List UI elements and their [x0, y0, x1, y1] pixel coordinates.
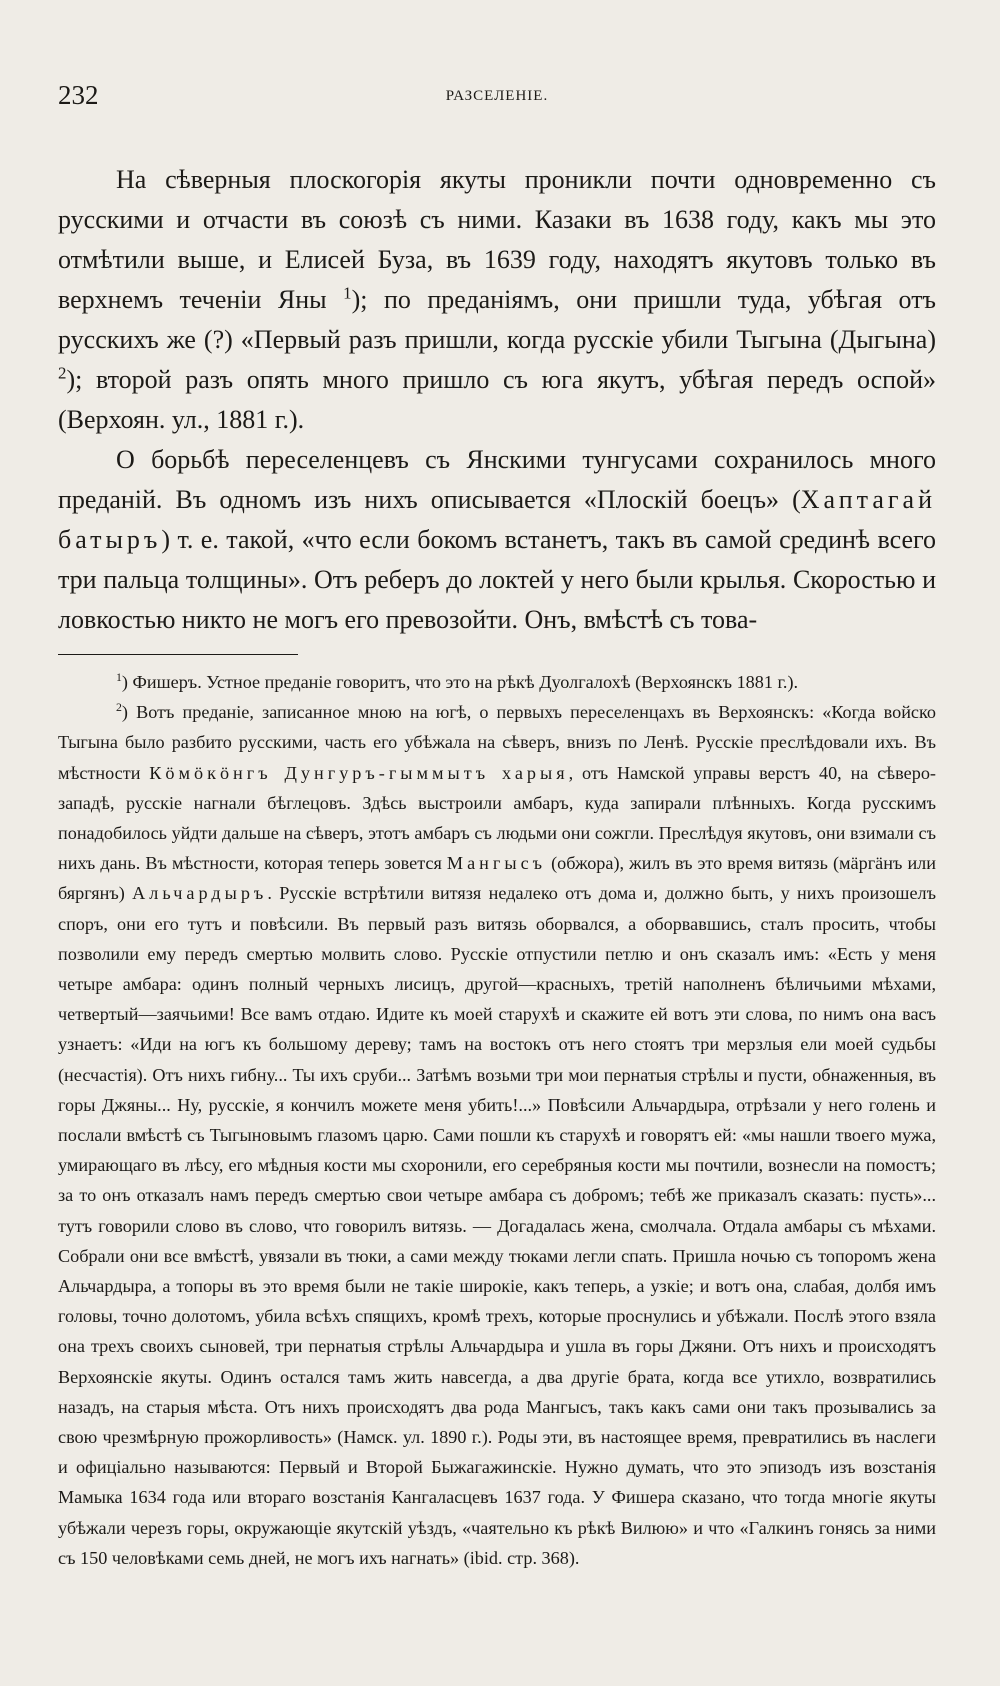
footnotes [58, 667, 936, 1573]
place-name-mangys: Мангысъ [446, 853, 547, 874]
paragraph-1-part-a: На сѣверныя плоскогорія якуты проникли почти одновременно съ русскими и отчасти въ союзѣ съ ними. Казаки въ 1638 году, какъ мы это отмѣтили выше, и Елисей Буза, въ 1639 году, находятъ якутовъ только въ верхнемъ теченіи Яны [58, 165, 936, 314]
page-number: 232 [58, 80, 99, 110]
paragraph-1 [58, 160, 936, 440]
hero-name-spaced: Хаптагай батыръ [58, 485, 936, 554]
footnote-ref-2: 2 [58, 363, 67, 383]
paragraph-2-part-b: ) т. е. такой, «что если бокомъ встанетъ, такъ въ самой срединѣ всего три пальца толщины». Отъ реберъ до локтей у него были крылья. Скоростью и ловкостью никто не могъ его превозойти. Онъ, вмѣстѣ съ това- [58, 525, 936, 634]
running-title: РАЗСЕЛЕНІЕ. [445, 88, 549, 104]
paragraph-1-part-c: ); второй разъ опять много пришло съ юга якутъ, убѣгая передъ оспой» (Верхоян. ул., 1881 г.). [58, 365, 936, 434]
footnote-2 [58, 697, 936, 1573]
running-head [58, 80, 936, 120]
footnote-separator [58, 654, 298, 655]
footnote-ref-1: 1 [343, 283, 352, 303]
footnote-2-marker: 2 [116, 700, 122, 715]
footnote-2-part-a: ) Вотъ преданіе, записанное мною на югѣ, о первыхъ переселенцахъ въ Верхоянскъ: «Когда войско Тыгына было разбито русскими, часть его убѣжала на сѣверъ, внизъ по Ленѣ. Русскіе преслѣдовали ихъ. Въ мѣстности [58, 702, 936, 783]
hero-name-alchardyr: Альчардыръ [132, 883, 268, 904]
footnote-1-text: ) Фишеръ. Устное преданіе говоритъ, что это на рѣкѣ Дуолгалохѣ (Верхоянскъ 1881 г.). [121, 672, 799, 692]
paragraph-2-part-a: О борьбѣ переселенцевъ съ Янскими тунгусами сохранилось много преданій. Въ одномъ изъ нихъ описывается «Плоскій боецъ» ( [58, 445, 936, 514]
footnote-2-part-d: . Русскіе встрѣтили витязя недалеко отъ дома и, должно быть, у нихъ произошелъ споръ, они его тутъ и повѣсили. Въ первый разъ витязь оборвался, а оборвавшись, сталъ просить, чтобы позволили ему передъ смертью молвить слово. Русскіе отпустили петлю и онъ сказалъ имъ: «Есть у меня четыре амбара: одинъ полный черныхъ лисицъ, другой—красныхъ, третій наполненъ бѣличьими мѣхами, четвертый—заячьими! Все вамъ отдаю. Идите къ моей старухѣ и скажите ей вотъ эти слова, по нимъ она васъ узнаетъ: «Иди на югъ къ большому дереву; тамъ на востокъ отъ него стоятъ три мерзлыя ели моей судьбы (несчастія). Отъ нихъ гибну... Ты ихъ сруби... Затѣмъ возьми три мои пернатыя стрѣлы и пусти, обнаженныя, въ горы Джяны... Ну, русскіе, я кончилъ можете меня убить!...» Повѣсили Альчардыра, отрѣзали у него голень и послали вмѣстѣ съ Тыгыновымъ глазомъ царю. Сами пошли къ старухѣ и говорятъ ей: «мы нашли твоего мужа, умирающаго въ лѣсу, его мѣдныя кости мы схоронили, его серебряныя кости мы почтили, вознесли на помостъ; за то онъ отказалъ намъ передъ смертью свои четыре амбара съ добромъ; тебѣ же приказалъ сказать: пусть»... тутъ говорили слово въ слово, что говорилъ витязь. — Догадалась жена, смолчала. Отдала амбары съ мѣхами. Собрали они все вмѣстѣ, увязали въ тюки, а сами между тюками легли спать. Пришла ночью съ топоромъ жена Альчардыра, а топоры въ это время были не такіе широкіе, какъ теперь, а узкіе; и вотъ она, слабая, долбя имъ головы, точно долотомъ, убила всѣхъ спящихъ, кромѣ трехъ, которые проснулись и убѣжали. Послѣ этого взяла она трехъ своихъ сыновей, три пернатыя стрѣлы Альчардыра и ушла въ горы Джяни. Отъ нихъ и происходятъ Верхоянскіе якуты. Одинъ остался тамъ жить навсегда, а два другіе брата, когда все утихло, возвратились назадъ, на старыя мѣста. Отъ нихъ происходятъ два рода Мангысъ, такъ какъ сами они такъ прозывались за свою чрезмѣрную прожорливость» (Намск. ул. 1890 г.). Роды эти, въ настоящее время, превратились въ наслеги и офиціально называются: Первый и Второй Быжагажинскіе. Нужно думать, что это эпизодъ изъ возстанія Мамыка 1634 года или втораго возстанія Кангаласцевъ 1637 года. У Фишера сказано, что тогда многіе якуты убѣжали черезъ горы, окружающіе якутскій уѣздъ, «чаятельно къ рѣкѣ Вилюю» и что «Галкинъ гонясь за ними съ 150 человѣками семь дней, не могъ ихъ нагнать» (ibid. стр. 368). [58, 883, 936, 1568]
place-name-komokong: Кӧмӧкӧнгъ Дунгуръ-гыммытъ харыя [149, 762, 569, 783]
footnote-2-part-c: (обжора), жилъ въ это время витязь (мӓргӓнъ или бяргянъ) [58, 853, 936, 904]
footnote-2-part-b: , отъ Намской управы верстъ 40, на сѣверо-западѣ, русскіе нагнали бѣглецовъ. Здѣсь выстроили амбаръ, куда запирали плѣнныхъ. Когда русскимъ понадобилось уйдти дальше на сѣверъ, этотъ амбаръ съ людьми они сожгли. Преслѣдуя якутовъ, они взимали съ нихъ дань. Въ мѣстности, которая теперь зовется [58, 762, 936, 874]
paragraph-1-part-b: ); по преданіямъ, они пришли туда, убѣгая отъ русскихъ же (?) «Первый разъ пришли, когда русскіе убили Тыгына (Дыгына) [58, 285, 936, 354]
footnote-1 [58, 667, 936, 697]
paragraph-2 [58, 440, 936, 640]
main-text [58, 160, 936, 640]
footnote-1-marker: 1 [116, 669, 122, 684]
